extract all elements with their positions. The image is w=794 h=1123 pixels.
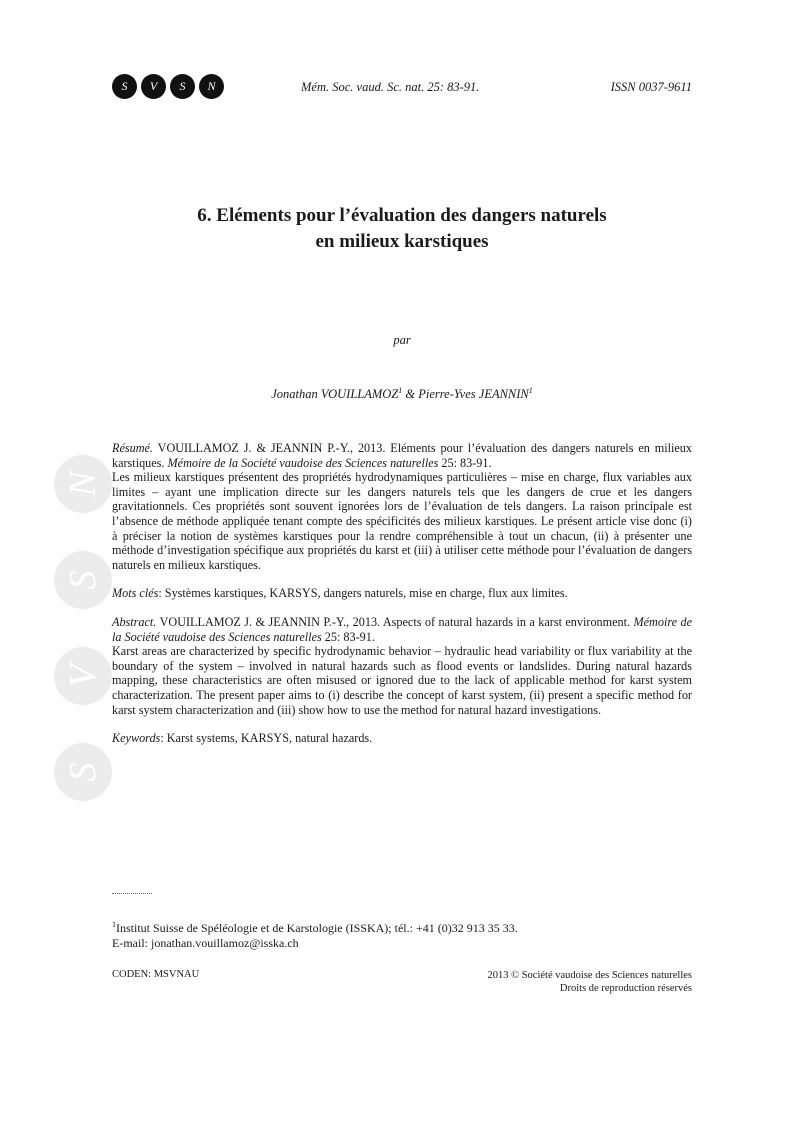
keywords-label: Keywords (112, 731, 161, 746)
keywords-text: : Karst systems, KARSYS, natural hazards. (160, 731, 373, 746)
keywords (112, 731, 692, 746)
page-header (112, 74, 692, 102)
footnote (112, 917, 692, 951)
copyright (487, 969, 692, 995)
footnote-divider (112, 893, 152, 894)
issn: ISSN 0037-9611 (610, 80, 692, 94)
svsn-logo (112, 74, 224, 99)
mots-cles-label: Mots clés (112, 586, 159, 601)
abstract-citation-text: VOUILLAMOZ J. & JEANNIN P.-Y., 2013. Aspects of natural hazards in a karst environment. (156, 614, 634, 629)
mots-cles-text: : Systèmes karstiques, KARSYS, dangers naturels, mise en charge, flux aux limites. (158, 586, 568, 601)
logo-circle: N (199, 74, 224, 99)
watermark-circle: S (54, 551, 112, 609)
title-line-1: 6. Eléments pour l’évaluation des dangers naturels (197, 205, 607, 226)
abstract-label: Abstract. (112, 614, 157, 629)
watermark-circle: S (54, 743, 112, 801)
mots-cles (112, 586, 692, 601)
abstract-citation (112, 615, 692, 644)
abstract-pages: 25: 83-91. (321, 629, 375, 644)
paper-title (112, 203, 692, 255)
resume-journal: Mémoire de la Société vaudoise des Sciences naturelles (167, 455, 439, 470)
affiliation-mark: 1 (528, 386, 533, 395)
resume-pages: 25: 83-91. (438, 455, 492, 470)
footnote-email: E-mail: jonathan.vouillamoz@isska.ch (112, 936, 299, 950)
title-line-2: en milieux karstiques (315, 231, 489, 252)
coden: CODEN: MSVNAU (112, 969, 200, 980)
copyright-line-2: Droits de reproduction réservés (559, 983, 692, 994)
copyright-line-1: 2013 © Société vaudoise des Sciences naturelles (487, 970, 692, 981)
footnote-mark: 1 (112, 920, 116, 929)
author-separator: & (402, 387, 419, 401)
resume-label: Résumé. (112, 441, 153, 455)
logo-circle: S (170, 74, 195, 99)
logo-circle: S (112, 74, 137, 99)
resume-text: Les milieux karstiques présentent des propriétés hydrodynamiques particulières – mise en charge, flux variables aux limites – ayant une implication directe sur les dangers naturels tels que les dangers de crue et les dangers gravitationnels. Ces propriétés sont souvent ignorées lors de l’évaluation de tels dangers. La raison principale est l’absence de méthode appliquée tenant compte des spécificités des milieux karstiques. Le présent article vise donc (i) à préciser la notion de systèmes karstiques pour la rendre compréhensible à tout un chacun, (ii) à présenter une méthode d’investigation spécifique aux propriétés du karst et (iii) à utiliser cette méthode pour l’évaluation de dangers naturels en milieux karstiques. (112, 470, 692, 572)
authors (112, 386, 692, 402)
author-1: Jonathan VOUILLAMOZ (271, 387, 399, 401)
affiliation-mark: 1 (398, 386, 403, 395)
footnote-line-1: Institut Suisse de Spéléologie et de Karstologie (ISSKA); tél.: +41 (0)32 913 35 33. (116, 921, 518, 935)
journal-reference: Mém. Soc. vaud. Sc. nat. 25: 83-91. (301, 80, 480, 94)
footnote-affiliation (112, 917, 692, 936)
abstract-text: Karst areas are characterized by specific hydrodynamic behavior – hydraulic head variability or flux variability at the boundary of the system – involved in natural hazards such as flood events or landslides. During natural hazards mapping, these characteristics are often misused or ignored due to the lack of applicable method for karst system characterization. The present paper aims to (i) describe the concept of karst system, (ii) present a specific method for karst system characterization and (iii) show how to use the method for natural hazard investigations. (112, 644, 692, 717)
resume-citation (112, 441, 692, 470)
watermark-circle: V (54, 647, 112, 705)
svsn-watermark (54, 455, 114, 839)
author-2: Pierre-Yves JEANNIN (418, 387, 529, 401)
logo-circle: V (141, 74, 166, 99)
par-label: par (393, 333, 411, 347)
abstract-journal: Mémoire de la Société vaudoise des Sciences naturelles (112, 614, 692, 644)
watermark-circle: N (54, 455, 112, 513)
resume-citation-text: VOUILLAMOZ J. & JEANNIN P.-Y., 2013. Eléments pour l’évaluation des dangers naturels en milieux karstiques. (112, 441, 692, 470)
abstract-body (112, 441, 692, 746)
